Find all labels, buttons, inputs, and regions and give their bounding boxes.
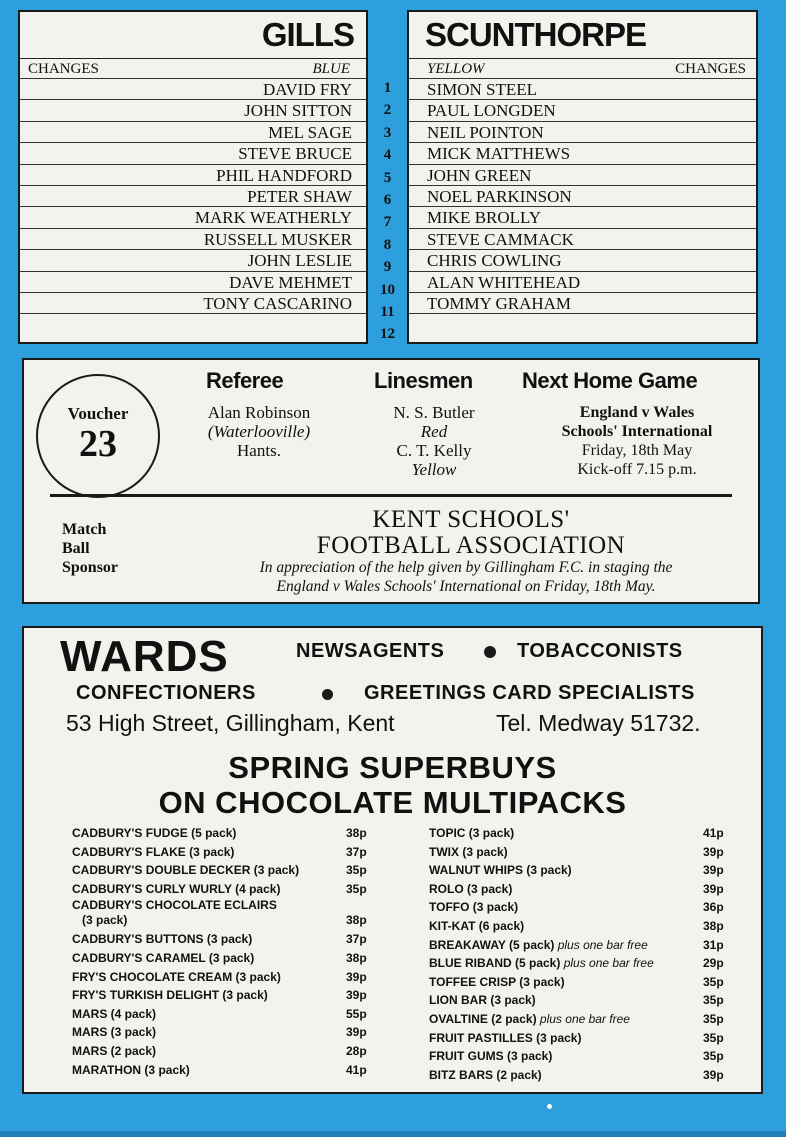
sponsor-note xyxy=(184,558,748,596)
gills-player-row: JOHN LESLIE xyxy=(20,249,366,270)
officials-panel xyxy=(22,358,760,604)
product-name-text: MARS (4 pack) xyxy=(72,1006,157,1021)
wards-advertisement xyxy=(22,626,763,1094)
product-price: 39p xyxy=(346,969,367,984)
divider-rule xyxy=(50,494,732,497)
product-price: 35p xyxy=(703,993,724,1008)
product-name xyxy=(429,1029,581,1048)
next-home-details xyxy=(524,403,750,479)
product-name xyxy=(429,1066,542,1085)
product-name xyxy=(429,936,648,955)
product-name-text: FRUIT PASTILLES (3 pack) xyxy=(429,1030,582,1045)
linesmen-heading: Linesmen xyxy=(374,368,473,393)
next-home-fixture: England v Wales xyxy=(579,404,695,421)
product-price: 38p xyxy=(346,826,367,840)
product-price: 35p xyxy=(703,1030,724,1045)
product-name-text: TOFFEE CRISP (3 pack) xyxy=(429,974,565,989)
product-name-text: MARATHON (3 pack) xyxy=(72,1062,190,1077)
scunthorpe-changes-label: CHANGES xyxy=(675,61,746,77)
price-item xyxy=(429,1010,731,1029)
product-name xyxy=(429,880,512,899)
price-item xyxy=(429,1029,731,1048)
scunthorpe-player-row: NOEL PARKINSON xyxy=(409,185,756,206)
voucher-badge xyxy=(36,374,160,498)
shirt-number: 4 xyxy=(383,147,392,164)
product-name-text: CADBURY'S FLAKE (3 pack) xyxy=(72,844,235,859)
sponsor-label-line-1: Match xyxy=(62,521,107,538)
price-item xyxy=(429,824,731,843)
product-name-text: CADBURY'S FUDGE (5 pack) xyxy=(72,826,237,840)
referee-county: Hants. xyxy=(237,441,281,460)
product-price: 55p xyxy=(346,1006,367,1021)
product-name-text: MARS (3 pack) xyxy=(72,1025,157,1040)
price-item xyxy=(429,1047,731,1066)
product-name xyxy=(72,1005,156,1024)
next-home-type: Schools' International xyxy=(561,423,713,440)
price-item xyxy=(72,1005,372,1024)
shirt-number: 5 xyxy=(383,169,392,186)
scunthorpe-colour-label: YELLOW xyxy=(427,61,485,77)
product-name xyxy=(72,930,252,949)
price-item xyxy=(429,917,731,936)
gills-changes-label: CHANGES xyxy=(28,61,99,77)
scunthorpe-team-sheet xyxy=(407,10,758,344)
trade-newsagents: NEWSAGENTS xyxy=(296,640,445,662)
shirt-numbers xyxy=(370,77,405,346)
product-price: 39p xyxy=(346,988,367,1003)
product-name xyxy=(72,1061,190,1080)
product-name xyxy=(72,949,254,968)
linesman-2-name: C. T. Kelly xyxy=(396,441,472,460)
product-name xyxy=(72,1023,156,1042)
scunthorpe-header-row xyxy=(409,58,756,79)
product-name xyxy=(429,973,565,992)
product-name-text: BREAKAWAY (5 pack) xyxy=(429,937,555,952)
scunthorpe-player-row: NEIL POINTON xyxy=(409,121,756,142)
product-name xyxy=(72,968,281,987)
price-item xyxy=(72,861,372,880)
product-price: 31p xyxy=(703,937,724,952)
shirt-number: 8 xyxy=(383,236,392,253)
price-item xyxy=(72,1042,372,1061)
price-item xyxy=(72,898,372,930)
next-home-kickoff: Kick-off 7.15 p.m. xyxy=(577,461,697,478)
scunthorpe-player-row: MICK MATTHEWS xyxy=(409,142,756,163)
price-item xyxy=(429,954,731,973)
scunthorpe-player-row: PAUL LONGDEN xyxy=(409,99,756,120)
gills-player-row: TONY CASCARINO xyxy=(20,292,366,313)
referee-town: (Waterlooville) xyxy=(207,422,311,441)
product-name xyxy=(429,898,518,917)
product-price: 35p xyxy=(346,881,367,896)
product-price: 39p xyxy=(703,844,724,859)
gills-player-row: STEVE BRUCE xyxy=(20,142,366,163)
product-name-text: OVALTINE (2 pack) xyxy=(429,1011,537,1026)
product-price: 35p xyxy=(346,863,367,878)
product-price: 37p xyxy=(346,844,367,859)
trade-confectioners: CONFECTIONERS xyxy=(76,682,256,704)
scunthorpe-player-row: SIMON STEEL xyxy=(409,78,756,99)
product-price: 38p xyxy=(346,950,367,965)
product-offer: plus one bar free xyxy=(563,956,654,971)
product-name-text: ROLO (3 pack) xyxy=(429,881,513,896)
product-price: 38p xyxy=(346,913,367,928)
gills-player-row: PETER SHAW xyxy=(20,185,366,206)
price-item xyxy=(429,843,731,862)
price-item xyxy=(429,898,731,917)
product-name-text: LION BAR (3 pack) xyxy=(429,993,536,1008)
price-item xyxy=(72,949,372,968)
product-name xyxy=(72,880,280,899)
scunthorpe-player-row xyxy=(409,313,756,334)
shirt-number: 6 xyxy=(383,191,392,208)
product-name-text: TOPIC (3 pack) xyxy=(429,826,515,840)
price-item xyxy=(429,973,731,992)
product-name xyxy=(429,1010,630,1029)
product-price: 35p xyxy=(703,1049,724,1064)
price-item xyxy=(429,991,731,1010)
product-price: 36p xyxy=(703,900,724,915)
headline-line-2: ON CHOCOLATE MULTIPACKS xyxy=(158,785,627,820)
scunthorpe-player-row: JOHN GREEN xyxy=(409,164,756,185)
scunthorpe-player-row: CHRIS COWLING xyxy=(409,249,756,270)
product-price: 29p xyxy=(703,956,724,971)
shirt-number: 11 xyxy=(380,303,395,320)
product-name-text: KIT-KAT (6 pack) xyxy=(429,918,525,933)
product-name-text: FRY'S TURKISH DELIGHT (3 pack) xyxy=(72,988,268,1003)
shirt-number: 7 xyxy=(383,214,392,231)
scunthorpe-player-row: STEVE CAMMACK xyxy=(409,228,756,249)
product-name-text: TWIX (3 pack) xyxy=(429,844,508,859)
sponsor-note-line-2: England v Wales Schools' International on Friday, 18th May. xyxy=(276,578,656,595)
scunthorpe-player-row: TOMMY GRAHAM xyxy=(409,292,756,313)
product-name xyxy=(72,898,277,928)
product-price: 41p xyxy=(703,826,724,840)
scunthorpe-player-list xyxy=(409,78,756,335)
gills-player-row: MEL SAGE xyxy=(20,121,366,142)
product-name-text: MARS (2 pack) xyxy=(72,1043,157,1058)
price-list-right xyxy=(429,824,731,1084)
linesman-2-flag: Yellow xyxy=(411,460,457,479)
gills-colour-label: BLUE xyxy=(312,61,350,77)
referee-name: Alan Robinson xyxy=(207,403,311,422)
wards-brand: WARDS xyxy=(60,632,229,681)
product-price: 37p xyxy=(346,932,367,947)
voucher-label: Voucher xyxy=(67,404,129,423)
shirt-number: 10 xyxy=(380,281,395,298)
product-price: 39p xyxy=(703,881,724,896)
product-name-text: BLUE RIBAND (5 pack) xyxy=(429,956,561,971)
bullet-dot-icon xyxy=(322,689,333,700)
product-name-text: CADBURY'S BUTTONS (3 pack) xyxy=(72,932,253,947)
next-home-date: Friday, 18th May xyxy=(581,442,693,459)
trade-greetings-cards: GREETINGS CARD SPECIALISTS xyxy=(364,682,695,704)
referee-heading: Referee xyxy=(206,368,284,393)
gills-player-row xyxy=(20,313,366,334)
product-name-text: FRUIT GUMS (3 pack) xyxy=(429,1049,553,1064)
price-item xyxy=(429,880,731,899)
product-price: 41p xyxy=(346,1062,367,1077)
next-home-heading: Next Home Game xyxy=(522,368,698,393)
price-list-left xyxy=(72,824,372,1079)
gills-header-row xyxy=(20,58,366,79)
product-name xyxy=(429,861,572,880)
product-name xyxy=(72,861,299,880)
shirt-number: 1 xyxy=(383,80,392,96)
gills-player-row: DAVID FRY xyxy=(20,78,366,99)
gills-player-row: JOHN SITTON xyxy=(20,99,366,120)
linesman-1-name: N. S. Butler xyxy=(393,403,475,422)
product-price: 39p xyxy=(703,863,724,878)
referee-details xyxy=(174,403,344,460)
product-price: 35p xyxy=(703,1011,724,1026)
sponsor-name-line-1: KENT SCHOOLS' xyxy=(372,506,570,533)
product-price: 28p xyxy=(346,1043,367,1058)
sponsor-label-line-2: Ball xyxy=(62,540,90,557)
product-name xyxy=(429,824,514,843)
product-name xyxy=(429,843,508,862)
gills-player-row: MARK WEATHERLY xyxy=(20,206,366,227)
gills-player-list xyxy=(20,78,366,335)
product-name-text: CADBURY'S CURLY WURLY (4 pack) xyxy=(72,881,281,896)
product-name-text: BITZ BARS (2 pack) xyxy=(429,1067,542,1082)
product-name xyxy=(429,954,654,973)
product-name xyxy=(429,917,524,936)
product-name-text: TOFFO (3 pack) xyxy=(429,900,519,915)
linesman-1-flag: Red xyxy=(420,422,448,441)
product-price: 39p xyxy=(703,1067,724,1082)
headline-line-1: SPRING SUPERBUYS xyxy=(228,750,557,785)
bullet-dot-icon xyxy=(484,646,496,658)
bottom-edge-strip xyxy=(0,1131,786,1137)
product-price: 39p xyxy=(346,1025,367,1040)
scunthorpe-team-name: SCUNTHORPE xyxy=(425,16,647,53)
price-item xyxy=(429,1066,731,1085)
gills-team-name: GILLS xyxy=(261,16,354,53)
scunthorpe-player-row: ALAN WHITEHEAD xyxy=(409,271,756,292)
gills-player-row: DAVE MEHMET xyxy=(20,271,366,292)
shop-phone: Tel. Medway 51732. xyxy=(496,710,701,736)
product-name xyxy=(429,991,536,1010)
shirt-number: 9 xyxy=(383,259,392,276)
product-name-text: CADBURY'S DOUBLE DECKER (3 pack) xyxy=(72,863,300,878)
shop-address: 53 High Street, Gillingham, Kent xyxy=(66,710,395,736)
gills-team-sheet xyxy=(18,10,368,344)
product-name-text: CADBURY'S CARAMEL (3 pack) xyxy=(72,950,255,965)
price-item xyxy=(72,986,372,1005)
sponsor-name-line-2: FOOTBALL ASSOCIATION xyxy=(316,532,626,559)
voucher-number: 23 xyxy=(79,423,117,465)
product-price: 38p xyxy=(703,918,724,933)
linesmen-details xyxy=(354,403,514,479)
product-name-text: WALNUT WHIPS (3 pack) xyxy=(429,863,572,878)
product-offer: plus one bar free xyxy=(539,1011,630,1026)
price-item xyxy=(72,968,372,987)
price-item xyxy=(72,824,372,843)
sponsor-note-line-1: In appreciation of the help given by Gillingham F.C. in staging the xyxy=(259,559,673,576)
sponsor-label-line-3: Sponsor xyxy=(62,559,119,576)
gills-player-row: PHIL HANDFORD xyxy=(20,164,366,185)
product-name-text-2: (3 pack) xyxy=(82,913,128,928)
product-price: 35p xyxy=(703,974,724,989)
price-item xyxy=(72,1061,372,1080)
match-ball-sponsor-label xyxy=(62,520,118,577)
scunthorpe-player-row: MIKE BROLLY xyxy=(409,206,756,227)
shirt-number: 2 xyxy=(383,102,392,119)
price-item xyxy=(72,880,372,899)
product-name-text: FRY'S CHOCOLATE CREAM (3 pack) xyxy=(72,969,281,984)
shirt-number: 12 xyxy=(380,326,395,343)
product-name xyxy=(72,824,236,843)
price-item xyxy=(429,936,731,955)
price-item xyxy=(72,930,372,949)
product-name xyxy=(72,986,268,1005)
price-item xyxy=(72,843,372,862)
product-name-text: CADBURY'S CHOCOLATE ECLAIRS xyxy=(72,898,277,913)
page-mark xyxy=(547,1104,552,1109)
price-item xyxy=(72,1023,372,1042)
product-offer: plus one bar free xyxy=(557,937,648,952)
product-name xyxy=(429,1047,552,1066)
trade-tobacconists: TOBACCONISTS xyxy=(517,640,683,662)
product-name xyxy=(72,1042,156,1061)
gills-player-row: RUSSELL MUSKER xyxy=(20,228,366,249)
product-name xyxy=(72,843,234,862)
shirt-number: 3 xyxy=(383,124,392,141)
price-item xyxy=(429,861,731,880)
